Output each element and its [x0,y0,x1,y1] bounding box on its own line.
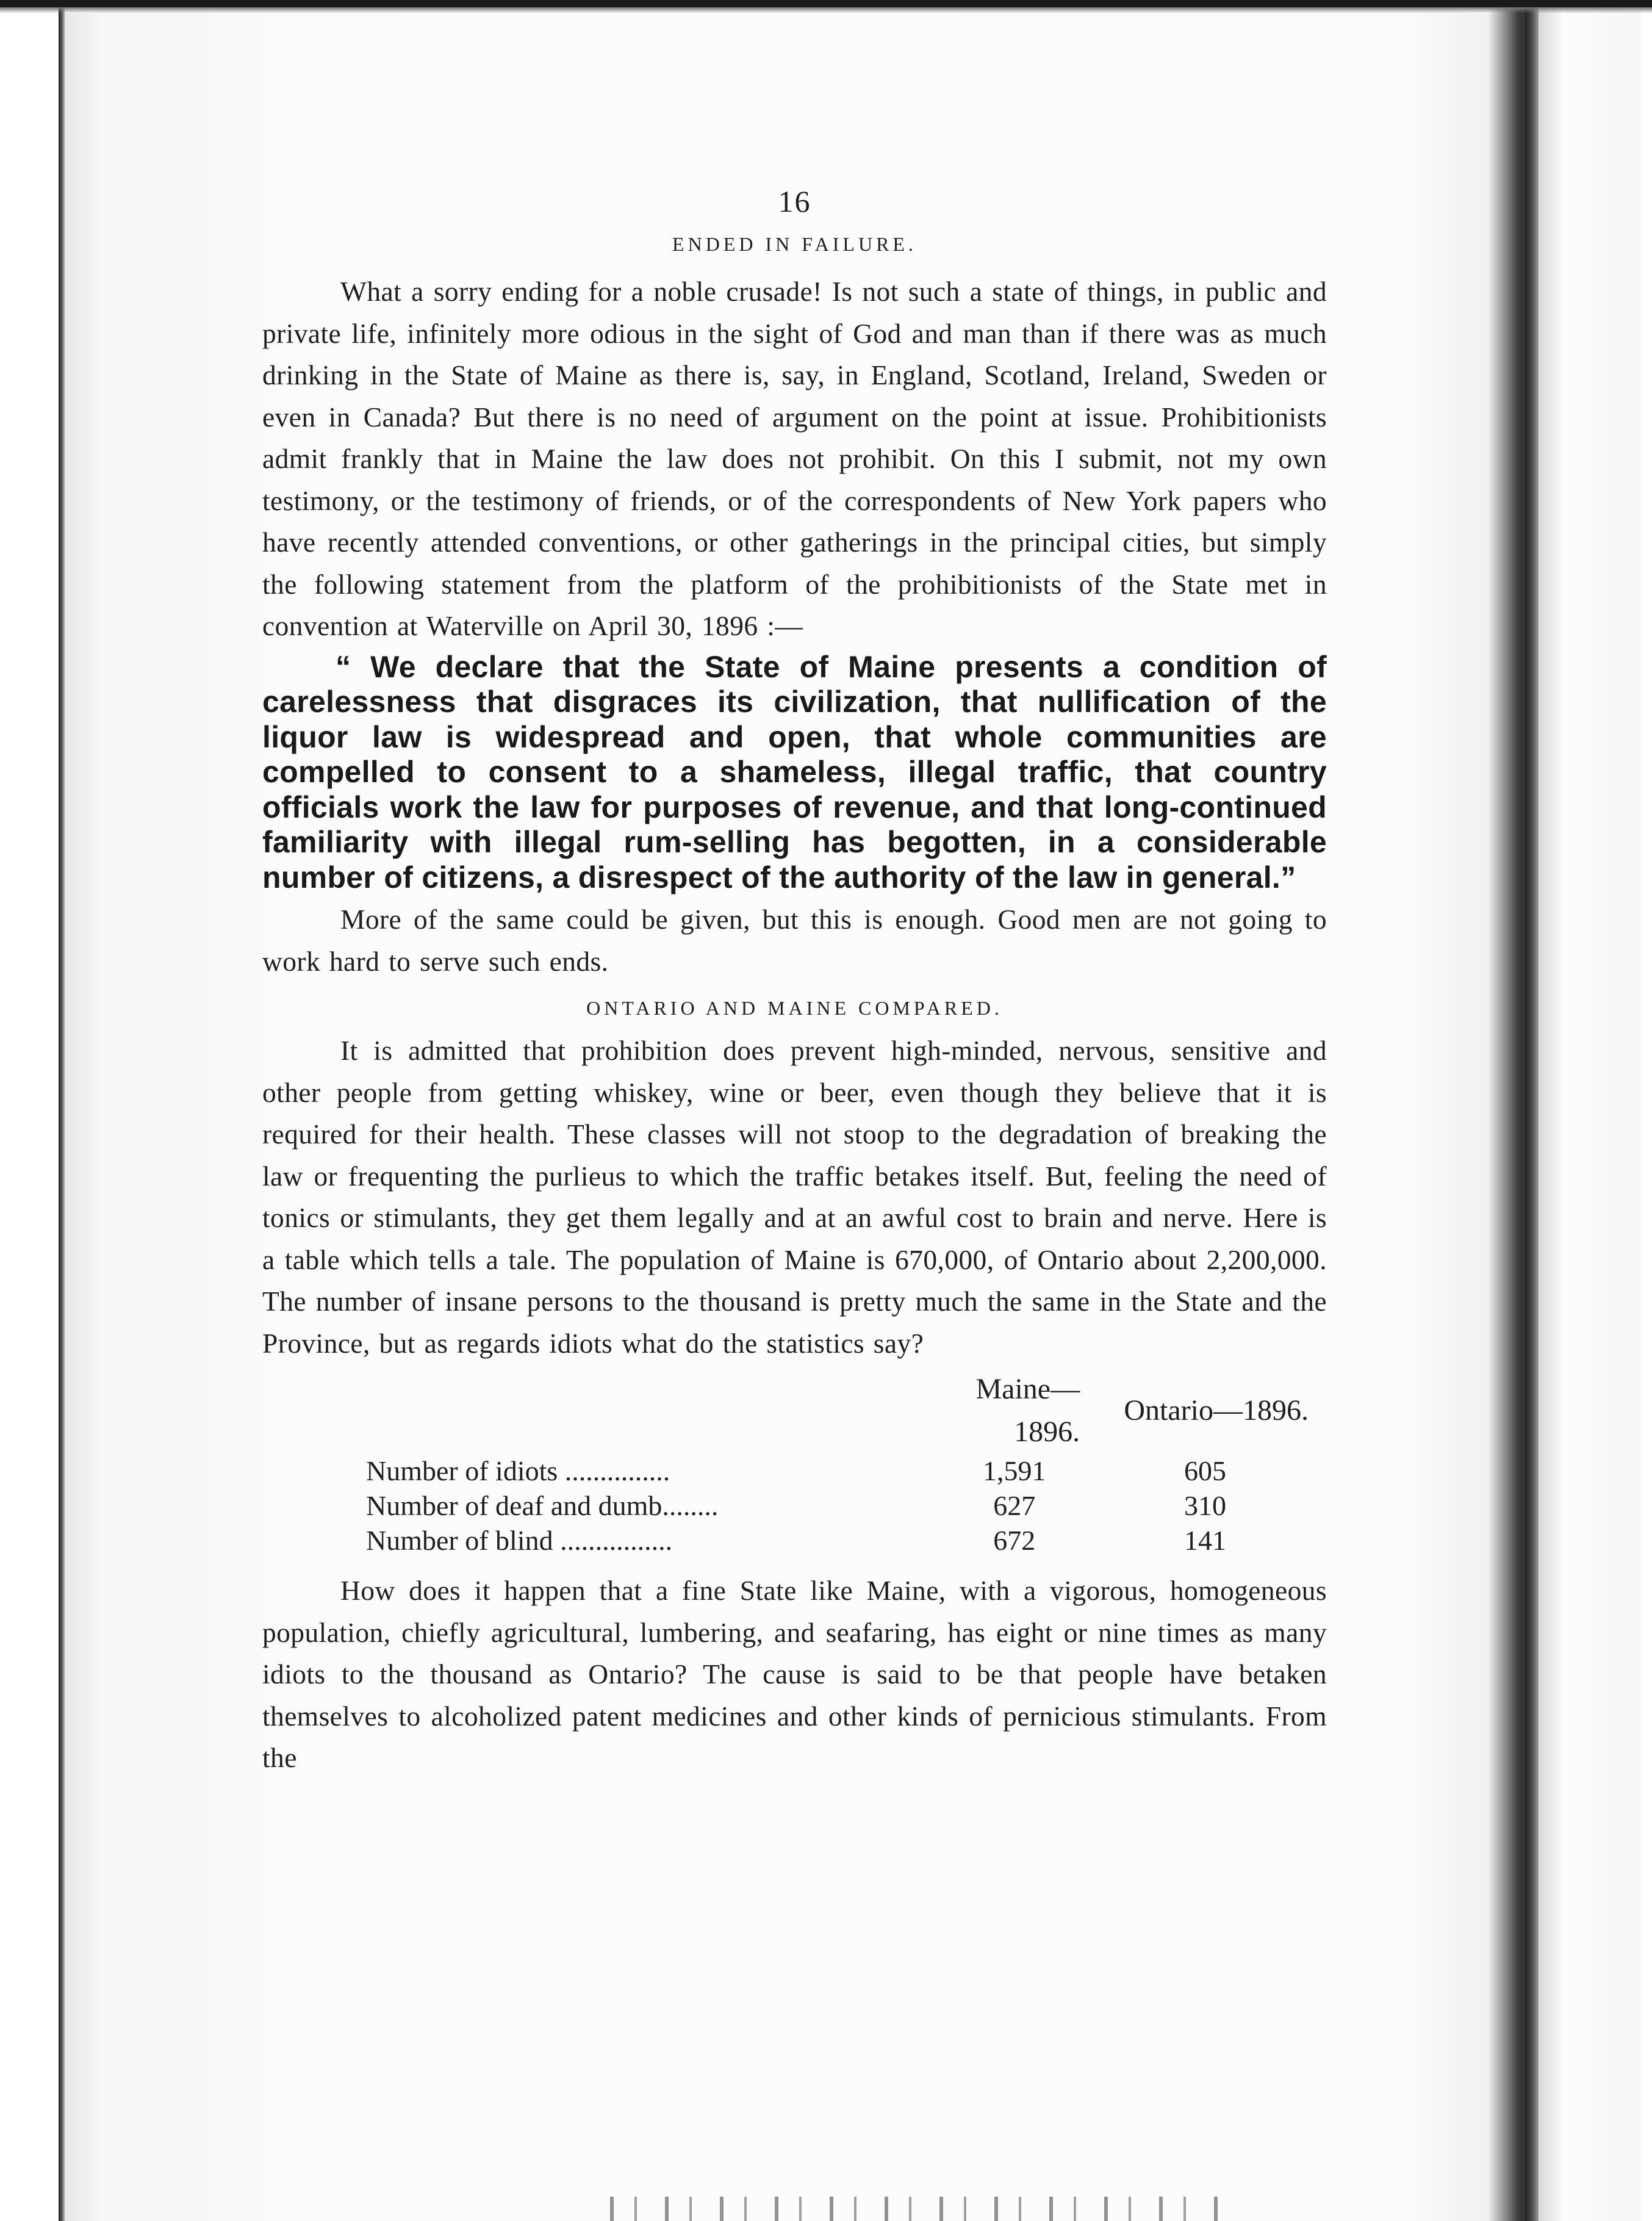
ontario-value: 141 [1184,1525,1227,1556]
table-row [262,1523,1327,1558]
block-quote: “ We declare that the State of Maine presents a condition of carelessness that disgraces its civilization, that nullification of the liquor law is widespread and open, that whole communities are compelled to consent to a shameless, illegal traffic, that country officials work the law for purposes of revenue, and that long-continued familiarity with illegal rum-selling has begotten, in a considerable number of citizens, a disrespect of the authority of the law in general.” [262,649,1327,895]
statistics-table [262,1368,1327,1558]
paragraph: How does it happen that a fine State like Maine, with a vigorous, homogeneous population, chiefly agricultural, lumbering, and seafaring, has eight or nine times as many idiots to the thousand as Ontario? The cause is said to be that people have betaken themselves to alcoholized patent medicines and other kinds of pernicious stimulants. From the [262,1575,1327,1773]
row-label: Number of deaf and dumb........ [366,1490,719,1521]
scan-top-edge [0,0,1652,7]
scan-left-margin [0,0,59,2221]
page-number: 16 [778,184,811,218]
maine-value: 672 [993,1525,1036,1556]
maine-value: 627 [993,1490,1036,1521]
table-header-row [262,1368,1327,1453]
scan-top-shadow [0,7,1652,13]
book-gutter [1525,0,1539,2221]
facing-page-edge [1539,0,1652,2221]
scan-right-margin [1641,0,1652,2221]
text-column [262,183,1327,1779]
scan-bottom-artifact [610,2197,1220,2221]
row-label: Number of idiots ............... [366,1455,670,1486]
paragraph: What a sorry ending for a noble crusade! Is not such a state of things, in public and private life, infinitely more odious in the sight of God and man than if there was as much drinking in the State of Maine as there is, say, in England, Scotland, Ireland, Sweden or even in Canada? But there is no need of argument on the point at issue. Prohibitionists admit frankly that in Maine the law does not prohibit. On this I submit, not my own testimony, or the testimony of friends, or of the correspondents of New York papers who have recently attended conventions, or other gatherings in the principal cities, but simply the following statement from the platform of the prohibitionists of the State met in convention at Waterville on April 30, 1896 :— [262,276,1327,641]
scan-left-edge [59,0,65,2221]
row-label: Number of blind ................ [366,1525,673,1556]
paragraph: It is admitted that prohibition does prevent high-minded, nervous, sensitive and other people from getting whiskey, wine or beer, even though they believe that it is required for their health. These classes will not stoop to the degradation of breaking the law or frequenting the purlieus to which the traffic betakes itself. But, feeling the need of tonics or stimulants, they get them legally and at an awful cost to brain and nerve. Here is a table which tells a tale. The population of Maine is 670,000, of Ontario about 2,200,000. The number of insane persons to the thousand is pretty much the same in the State and the Province, but as regards idiots what do the statistics say? [262,1035,1327,1359]
ontario-value: 310 [1184,1490,1227,1521]
ontario-value: 605 [1184,1455,1227,1486]
table-row [262,1453,1327,1488]
section-heading-ontario-and-maine: ONTARIO AND MAINE COMPARED. [586,997,1003,1019]
table-row [262,1488,1327,1523]
table-header-blank [262,1368,945,1453]
paragraph: More of the same could be given, but this is enough. Good men are not going to work hard to serve such ends. [262,904,1327,977]
table-header-ontario: Ontario—1896. [1124,1394,1309,1427]
table-header-maine: Maine—1896. [975,1373,1080,1448]
section-heading-ended-in-failure: ENDED IN FAILURE. [672,233,917,255]
maine-value: 1,591 [982,1455,1046,1486]
